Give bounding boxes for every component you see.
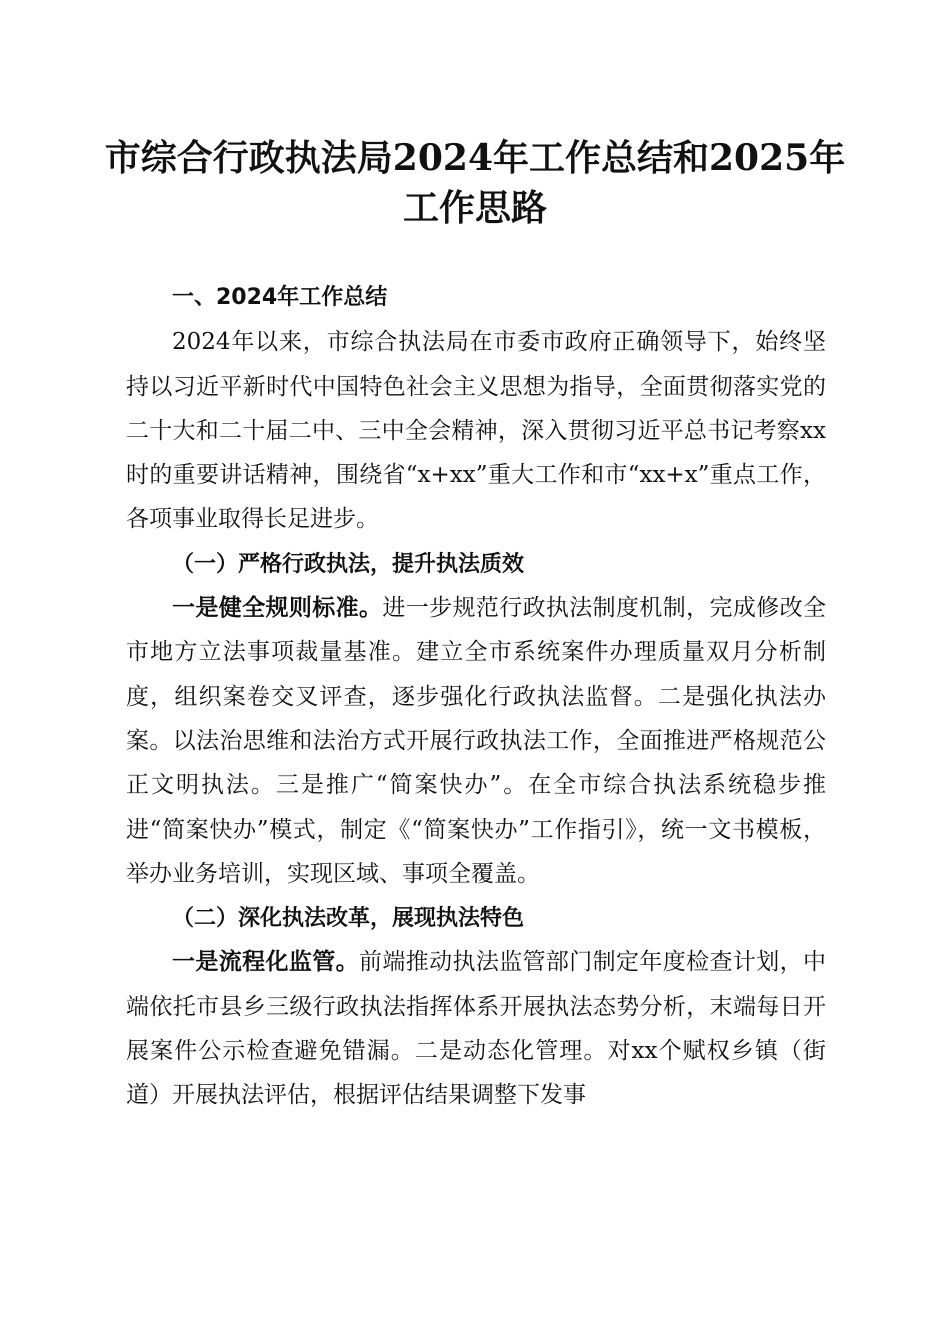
subsection-1-lead: 一是健全规则标准。: [172, 595, 383, 622]
subsection-2-body: 前端推动执法监管部门制定年度检查计划，中端依托市县乡三级行政执法指挥体系开展执法态势分析，末端每日开展案件公示检查避免错漏。二是动态化管理。对xx个赋权乡镇（街道）开展执法评估，根据评估结果调整下发事: [126, 949, 827, 1109]
document-title-line-1: 市综合行政执法局2024年工作总结和2025年: [104, 137, 846, 179]
subsection-heading-2: （二）深化执法改革，展现执法特色: [172, 905, 525, 932]
subsection-2-paragraph: [126, 940, 826, 1117]
subsection-2-lead: 一是流程化监管。: [172, 949, 359, 976]
subsection-1-body: 进一步规范行政执法制度机制，完成修改全市地方立法事项裁量基准。建立全市系统案件办理质量双月分析制度，组织案卷交叉评查，逐步强化行政执法监督。二是强化执法办案。以法治思维和法治方式开展行政执法工作，全面推进严格规范公正文明执法。三是推广“简案快办”。在全市综合执法系统稳步推进“简案快办”模式，制定《“简案快办”工作指引》，统一文书模板，举办业务培训，实现区域、事项全覆盖。: [126, 595, 827, 887]
subsection-heading-1: （一）严格行政执法，提升执法质效: [172, 550, 525, 577]
document-title: [95, 133, 855, 233]
subsection-1-paragraph: [126, 586, 826, 896]
document-body: [126, 276, 826, 1118]
section-heading-1: 一、2024年工作总结: [172, 285, 388, 310]
intro-paragraph: 2024年以来，市综合执法局在市委市政府正确领导下，始终坚持以习近平新时代中国特色社会主义思想为指导，全面贯彻落实党的二十大和二十届二中、三中全会精神，深入贯彻习近平总书记考察xx时的重要讲话精神，围绕省“x+xx”重大工作和市“xx+x”重点工作，各项事业取得长足进步。: [126, 329, 826, 533]
document-title-line-2: 工作思路: [402, 187, 547, 229]
